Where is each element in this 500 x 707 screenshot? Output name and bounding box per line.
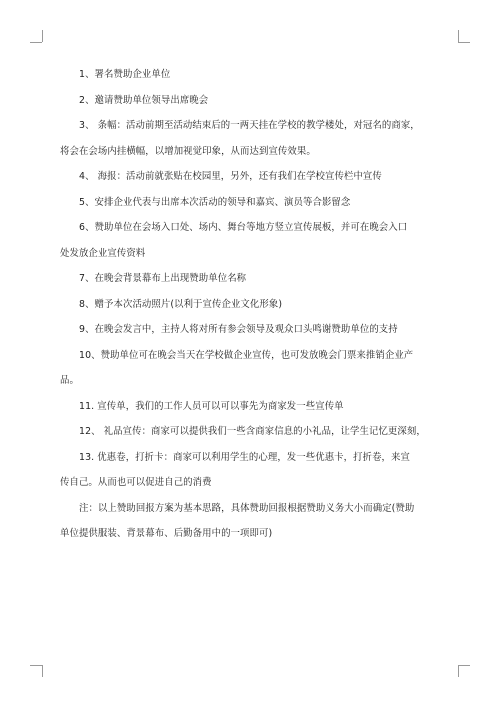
paragraph-line: 1、署名赞助企业单位 (79, 69, 171, 80)
paragraph-line: 10、赞助单位可在晚会当天在学校做企业宣传，也可发放晚会门票来推销企业产 (79, 349, 414, 361)
crop-mark-bottom-left-horizontal (30, 665, 42, 666)
list-item (60, 400, 450, 413)
paragraph-line: 12、 礼品宣传：商家可以提供我们一些含商家信息的小礼品，让学生记忆更深刻， (79, 426, 426, 437)
list-item (60, 94, 450, 107)
paragraph-line: 8、赠予本次活动照片(以利于宣传企业文化形象) (79, 298, 283, 310)
crop-mark-top-right-horizontal (458, 42, 470, 43)
paragraph-line: 2、邀请赞助单位领导出席晚会 (79, 94, 209, 106)
paragraph-line: 将会在会场内挂横幅，以增加视觉印象，从而达到宣传效果。 (60, 145, 316, 157)
crop-mark-bottom-left-vertical (42, 665, 43, 677)
paragraph-line: 3、 条幅：活动前期至活动结束后的一两天挂在学校的教学楼处，对冠名的商家， (79, 120, 420, 131)
paragraph-line: 13. 优惠卷，打折卡：商家可以利用学生的心理，发一些优惠卡，打折卷，来宣 (79, 451, 410, 463)
list-item (60, 119, 450, 158)
document-body (60, 68, 450, 553)
list-item (60, 425, 450, 438)
crop-mark-top-left-horizontal (30, 42, 42, 43)
crop-mark-bottom-right-horizontal (458, 665, 470, 666)
paragraph-line: 5、安排企业代表与出席本次活动的领导和嘉宾、演员等合影留念 (79, 196, 351, 208)
list-item (60, 68, 450, 81)
paragraph-line: 6、赞助单位在会场入口处、场内、舞台等地方竖立宣传展板，并可在晚会入口 (79, 222, 408, 233)
crop-mark-top-right-vertical (458, 30, 459, 42)
paragraph-line: 注：以上赞助回报方案为基本思路，具体赞助回报根据赞助义务大小而确定(赞助 (79, 502, 415, 514)
crop-mark-bottom-right-vertical (458, 665, 459, 677)
list-item (60, 196, 450, 209)
list-item (60, 298, 450, 311)
paragraph-line: 9、在晚会发言中，主持人将对所有参会领导及观众口头鸣谢赞助单位的支持 (79, 324, 398, 335)
list-item (60, 272, 450, 285)
crop-mark-top-left-vertical (42, 30, 43, 42)
paragraph-line: 11. 宣传单，我们的工作人员可以可以事先为商家发一些宣传单 (79, 400, 344, 412)
paragraph-line: 传自己。从而也可以促进自己的消费 (60, 477, 212, 488)
paragraph-line: 7、在晚会背景幕布上出现赞助单位名称 (79, 273, 247, 284)
paragraph-line: 品。 (60, 375, 79, 386)
list-item (60, 451, 450, 490)
list-item (60, 323, 450, 336)
list-item (60, 170, 450, 183)
list-item (60, 221, 450, 260)
paragraph-line: 处发放企业宣传资料 (60, 247, 146, 259)
list-item (60, 349, 450, 388)
paragraph-line: 单位提供服装、背景幕布、后勤备用中的一项即可) (60, 528, 273, 539)
note-paragraph (60, 502, 450, 541)
paragraph-line: 4、 海报：活动前就张贴在校园里，另外，还有我们在学校宣传栏中宣传 (79, 171, 382, 182)
